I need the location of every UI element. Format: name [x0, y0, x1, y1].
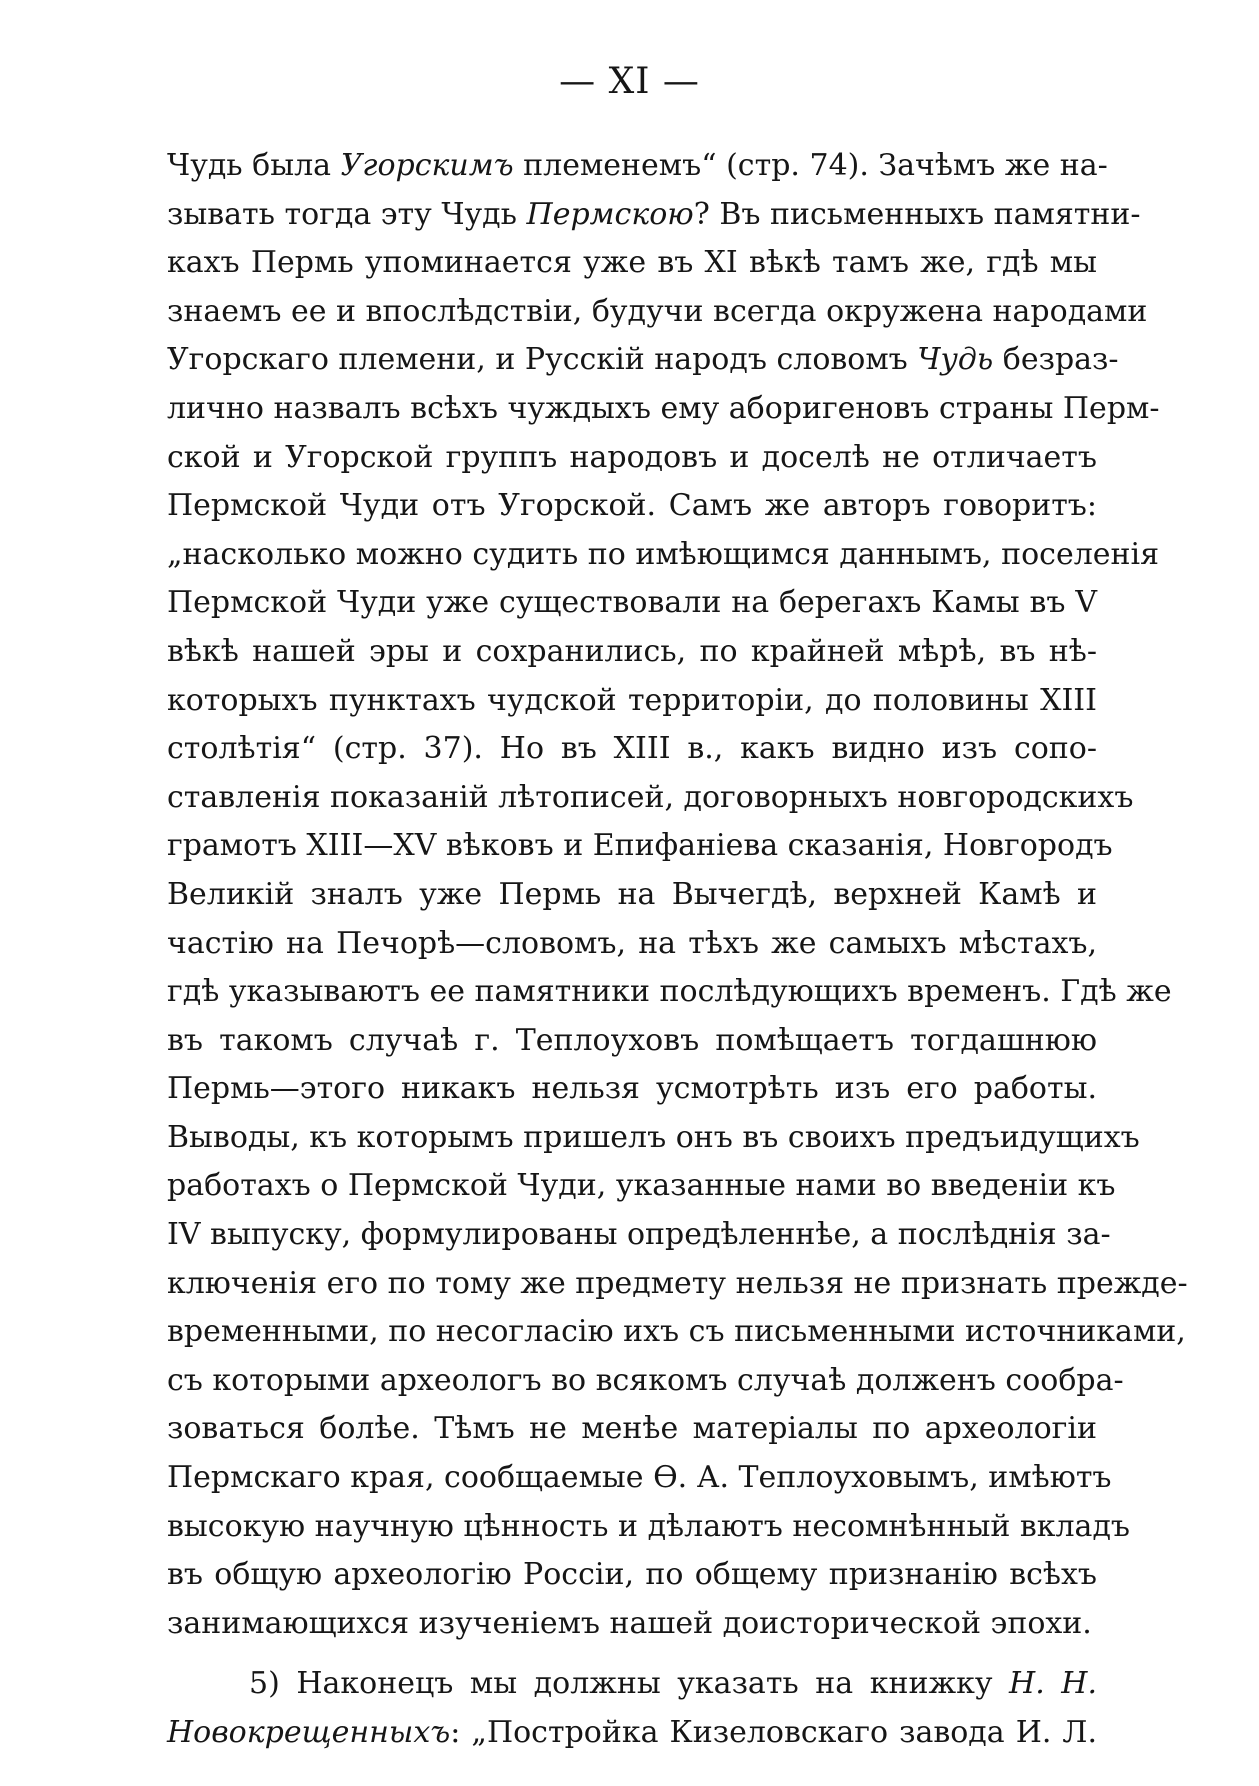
- text-line: [167, 920, 1097, 969]
- text-run: племенемъ“ (стр. 74). Зачѣмъ же на-: [513, 148, 1108, 183]
- text-line: [167, 968, 1172, 1017]
- text-run: грамотъ XIII—XV вѣковъ и Епифаніева сказанія, Новгородъ: [167, 828, 1113, 864]
- text-line: [167, 1709, 1097, 1758]
- text-run: работахъ о Пермской Чуди, указанные нами во введеніи къ: [167, 1168, 1116, 1204]
- text-run: Пермскаго края, сообщаемые Ѳ. А. Теплоуховымъ, имѣютъ: [167, 1460, 1112, 1496]
- text-line: [167, 774, 1134, 823]
- body-text: [167, 142, 1188, 1758]
- text-line: [167, 1211, 1111, 1260]
- text-line: [167, 191, 1141, 240]
- text-run: зоваться болѣе. Тѣмъ не менѣе матеріалы по археологіи: [167, 1411, 1097, 1447]
- text-line: [167, 1551, 1097, 1600]
- text-run: Чудь была: [167, 148, 341, 183]
- text-line: [167, 239, 1097, 288]
- text-line: [167, 1454, 1112, 1503]
- text-line: [167, 336, 1119, 385]
- text-run: ? Въ письменныхъ памятни-: [693, 196, 1141, 232]
- text-run: столѣтія“ (стр. 37). Но въ XIII в., какъ видно изъ сопо-: [167, 731, 1097, 767]
- text-run: Великій зналъ уже Пермь на Вычегдѣ, верхней Камѣ и: [167, 876, 1097, 912]
- text-line: [167, 677, 1097, 726]
- text-line: [167, 1260, 1188, 1309]
- text-run: высокую научную цѣнность и дѣлаютъ несомнѣнный вкладъ: [167, 1508, 1131, 1544]
- paragraph-gap: [167, 1648, 1097, 1660]
- page-number: — XI —: [559, 61, 700, 102]
- text-run: занимающихся изученіемъ нашей доисторической эпохи.: [167, 1605, 1092, 1641]
- text-run: : „Постройка Кизеловскаго завода И. Л.: [450, 1715, 1097, 1750]
- text-run: лично назвалъ всѣхъ чуждыхъ ему аборигеновъ страны Перм-: [167, 390, 1160, 426]
- text-run: ставленія показаній лѣтописей, договорныхъ новгородскихъ: [167, 779, 1134, 815]
- text-run: ской и Угорской группъ народовъ и доселѣ не отличаетъ: [167, 439, 1097, 475]
- text-run: кахъ Пермь упоминается уже въ XI вѣкѣ тамъ же, гдѣ мы: [167, 245, 1097, 281]
- text-run: частію на Печорѣ—словомъ, на тѣхъ же самыхъ мѣстахъ,: [167, 925, 1097, 961]
- text-line: [167, 628, 1097, 677]
- text-run: Пермской Чуди отъ Угорской. Самъ же авторъ говоритъ:: [167, 488, 1097, 524]
- italic-text-run: Чудь: [917, 342, 994, 378]
- text-line: [167, 385, 1160, 434]
- text-run: въ такомъ случаѣ г. Теплоуховъ помѣщаетъ тогдашнюю: [167, 1022, 1097, 1058]
- text-run: вѣкѣ нашей эры и сохранились, по крайней мѣрѣ, въ нѣ-: [167, 633, 1097, 669]
- text-line: [167, 1503, 1131, 1552]
- text-line: [167, 822, 1113, 871]
- text-run: „насколько можно судить по имѣющимся даннымъ, поселенія: [167, 536, 1160, 572]
- text-run: Выводы, къ которымъ пришелъ онъ въ своихъ предъидущихъ: [167, 1119, 1140, 1155]
- text-line: [167, 482, 1097, 531]
- text-run: Угорскаго племени, и Русскій народъ словомъ: [167, 342, 918, 378]
- text-line: [167, 1357, 1124, 1406]
- text-run: ключенія его по тому же предмету нельзя не признать прежде-: [167, 1265, 1188, 1301]
- text-run: Пермь—этого никакъ нельзя усмотрѣть изъ его работы.: [167, 1071, 1097, 1107]
- text-line: [167, 288, 1148, 337]
- text-run: съ которыми археологъ во всякомъ случаѣ долженъ сообра-: [167, 1362, 1124, 1398]
- text-line: [167, 1162, 1116, 1211]
- text-line: [167, 871, 1097, 920]
- text-line: [167, 579, 1097, 628]
- text-run: гдѣ указываютъ ее памятники послѣдующихъ временъ. Гдѣ же: [167, 974, 1172, 1010]
- text-run: которыхъ пунктахъ чудской территоріи, до половины XIII: [167, 682, 1097, 718]
- text-line: [167, 1308, 1186, 1357]
- italic-text-run: Угорскимъ: [340, 148, 514, 183]
- text-line: [167, 725, 1097, 774]
- text-run: временными, по несогласію ихъ съ письменными источниками,: [167, 1314, 1186, 1350]
- text-run: Пермской Чуди уже существовали на берегахъ Камы въ V: [167, 585, 1097, 621]
- text-line: [167, 1405, 1097, 1454]
- text-line: [167, 1600, 1097, 1649]
- text-run: безраз-: [993, 342, 1119, 378]
- italic-text-run: Пермскою: [526, 196, 694, 232]
- text-line: [167, 142, 1108, 191]
- paragraph-2: [167, 1660, 1097, 1757]
- italic-text-run: Н. Н.: [1009, 1666, 1098, 1702]
- text-line: [167, 531, 1160, 580]
- text-line: [167, 1065, 1097, 1114]
- text-run: въ общую археологію Россіи, по общему признанію всѣхъ: [167, 1557, 1097, 1593]
- text-run: 5) Наконецъ мы должны указать на книжку: [249, 1666, 1010, 1702]
- text-line: [167, 1660, 1097, 1709]
- paragraph-1: [167, 142, 1188, 1648]
- text-line: [167, 1114, 1140, 1163]
- italic-text-run: Новокрещенныхъ: [167, 1715, 451, 1750]
- text-run: знаемъ ее и впослѣдствіи, будучи всегда окружена народами: [167, 293, 1148, 329]
- text-line: [167, 1017, 1097, 1066]
- text-line: [167, 434, 1097, 483]
- text-run: IV выпуску, формулированы опредѣленнѣе, а послѣднія за-: [167, 1217, 1111, 1253]
- text-run: зывать тогда эту Чудь: [167, 196, 527, 232]
